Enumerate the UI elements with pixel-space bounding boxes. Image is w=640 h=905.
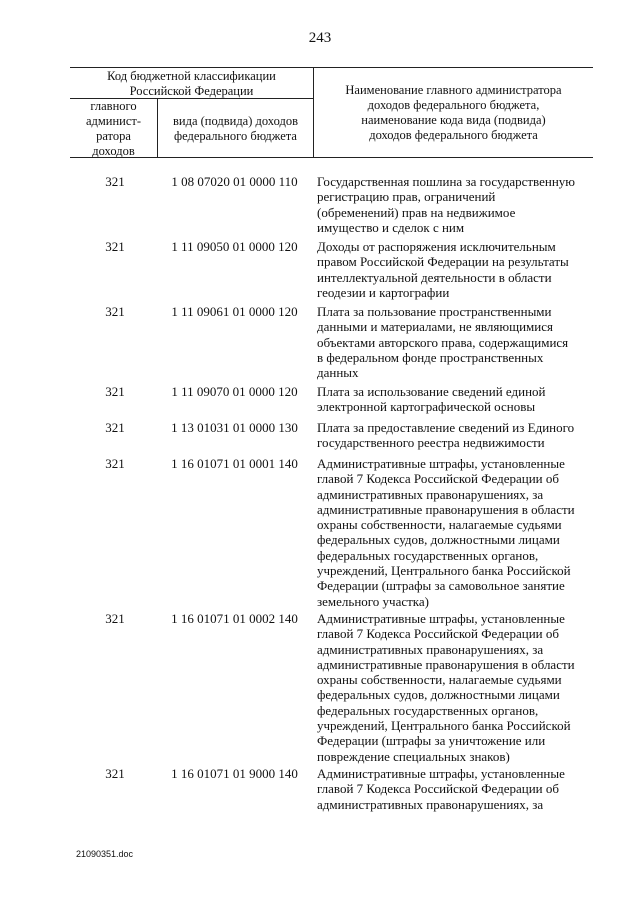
description-line: Федерации (штрафы за уничтожение или [317, 733, 546, 749]
income-description [317, 611, 583, 764]
income-code: 1 11 09061 01 0000 120 [171, 304, 298, 319]
description-line: Плата за пользование пространственными [317, 304, 552, 319]
admin-code: 321 [105, 611, 125, 626]
description-line: объектами авторского права, содержащимися [317, 334, 569, 350]
description-line: учреждений, Центрального банка Российской [317, 718, 571, 734]
income-description [317, 456, 583, 609]
header-col-type-line: вида (подвида) доходов [173, 114, 298, 128]
description-line: (обременений) прав на недвижимое [317, 204, 516, 220]
description-line: электронной картографической основы [317, 399, 536, 415]
header-col-admin-line: админист- [85, 114, 142, 128]
header-col-type [158, 114, 313, 144]
description-line: государственного реестра недвижимости [317, 435, 545, 451]
description-line: Плата за предоставление сведений из Единого [317, 420, 575, 435]
description-line: земельного участка) [317, 593, 430, 609]
description-line: Плата за использование сведений единой [317, 384, 546, 399]
header-col-name-line: наименование кода вида (подвида) [361, 113, 546, 127]
description-line: имущество и сделок с ним [317, 219, 465, 235]
description-line: федеральных судов, должностными лицами [317, 532, 560, 548]
description-line: интеллектуальной деятельности в области [317, 269, 552, 285]
description-line: учреждений, Центрального банка Российской [317, 563, 571, 579]
income-description [317, 766, 583, 812]
description-line: данными и материалами, не являющимися [317, 319, 553, 335]
header-group-title [70, 69, 313, 99]
description-line: федеральных государственных органов, [317, 702, 539, 718]
income-description [317, 239, 583, 300]
description-line: федеральных судов, должностными лицами [317, 687, 560, 703]
description-line: административных правонарушениях, за [317, 486, 544, 502]
description-line: главой 7 Кодекса Российской Федерации об [317, 626, 559, 642]
income-description [317, 384, 583, 415]
admin-code: 321 [105, 456, 125, 471]
income-description [317, 304, 583, 380]
header-group-title-line: Российской Федерации [129, 84, 254, 98]
header-top-rule [70, 67, 593, 68]
admin-code: 321 [105, 174, 125, 189]
description-line: Административные штрафы, установленные [317, 766, 565, 781]
description-line: в федеральном фонде пространственных [317, 349, 544, 365]
description-line: административных правонарушениях, за [317, 796, 544, 812]
description-line: административные правонарушения в области [317, 501, 575, 517]
income-code: 1 16 01071 01 9000 140 [171, 766, 298, 781]
description-line: Государственная пошлина за государственную [317, 174, 576, 189]
description-line: административные правонарушения в области [317, 656, 575, 672]
income-description [317, 174, 583, 235]
description-line: Административные штрафы, установленные [317, 611, 565, 626]
description-line: Федерации (штрафы за самовольное занятие [317, 578, 565, 594]
admin-code: 321 [105, 420, 125, 435]
description-line: Доходы от распоряжения исключительным [317, 239, 556, 254]
description-line: федеральных государственных органов, [317, 547, 539, 563]
header-col-name-line: доходов федерального бюджета [369, 128, 538, 142]
description-line: повреждение специальных знаков) [317, 748, 510, 764]
description-line: правом Российской Федерации на результаты [317, 254, 569, 270]
page-number: 243 [308, 30, 332, 46]
income-code: 1 13 01031 01 0000 130 [171, 420, 298, 435]
income-code: 1 08 07020 01 0000 110 [171, 174, 298, 189]
admin-code: 321 [105, 766, 125, 781]
header-group-title-line: Код бюджетной классификации [107, 69, 276, 83]
description-line: охраны собственности, налагаемые судьями [317, 517, 562, 533]
description-line: охраны собственности, налагаемые судьями [317, 672, 562, 688]
income-code: 1 16 01071 01 0002 140 [171, 611, 298, 626]
description-line: административных правонарушениях, за [317, 641, 544, 657]
header-col-admin-line: ратора [96, 129, 131, 143]
income-description [317, 420, 583, 451]
admin-code: 321 [105, 304, 125, 319]
header-col-admin-line: доходов [92, 144, 135, 158]
header-col-name-line: доходов федерального бюджета, [367, 98, 540, 112]
description-line: геодезии и картографии [317, 284, 450, 300]
income-code: 1 16 01071 01 0001 140 [171, 456, 298, 471]
description-line: главой 7 Кодекса Российской Федерации об [317, 781, 559, 797]
document-filename: 21090351.doc [76, 849, 134, 859]
description-line: данных [317, 365, 359, 381]
header-col-type-line: федерального бюджета [174, 129, 297, 143]
income-code: 1 11 09070 01 0000 120 [171, 384, 298, 399]
header-col-name [314, 83, 593, 143]
admin-code: 321 [105, 239, 125, 254]
admin-code: 321 [105, 384, 125, 399]
income-code: 1 11 09050 01 0000 120 [171, 239, 298, 254]
description-line: регистрацию прав, ограничений [317, 189, 496, 205]
header-col-admin-line: главного [90, 99, 137, 113]
header-col-admin [70, 99, 157, 159]
description-line: Административные штрафы, установленные [317, 456, 565, 471]
header-col-name-line: Наименование главного администратора [345, 83, 562, 97]
description-line: главой 7 Кодекса Российской Федерации об [317, 471, 559, 487]
